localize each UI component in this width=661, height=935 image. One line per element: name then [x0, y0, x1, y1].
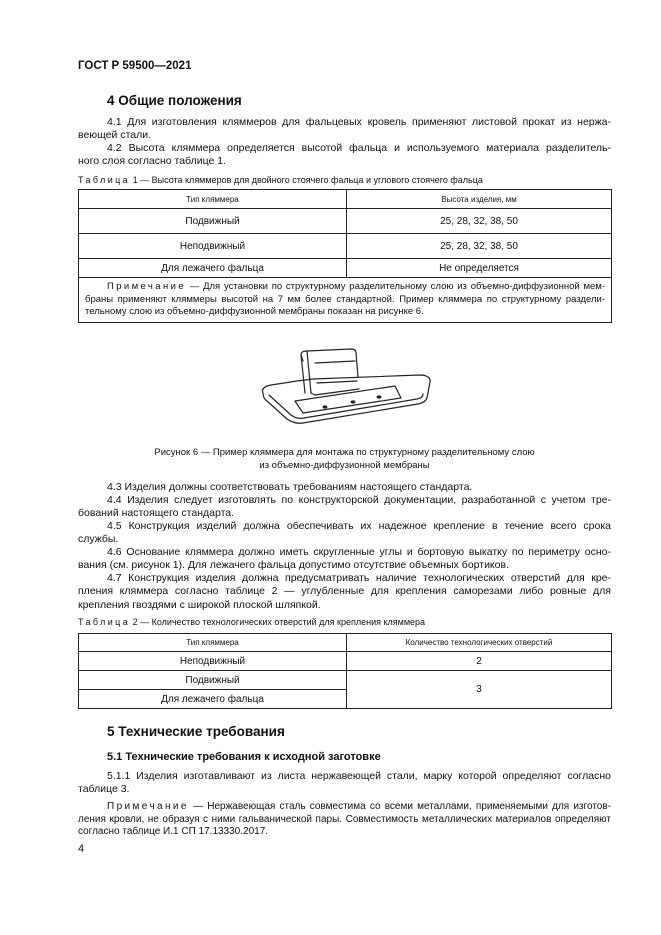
- text-line: 4.1 Для изготовления кляммеров для фальцевых кровель применяют листовой прокат из нержа-: [107, 116, 611, 128]
- text-line: пления кляммера согласно таблице 2 — углубленные для крепления саморезами либо ровные для: [78, 585, 611, 598]
- table-cell: 3: [347, 671, 612, 709]
- section-4-title: 4 Общие положения: [107, 93, 242, 108]
- text-line: веющей стали.: [78, 129, 152, 142]
- paragraph-4-7: [78, 572, 611, 612]
- text-line: 4.3 Изделия должны соответствовать требованиям настоящего стандарта.: [107, 481, 473, 493]
- paragraph-5-1-1: [78, 770, 611, 797]
- table-caption-label: Таблица: [78, 617, 131, 627]
- paragraph-4-2: [78, 142, 611, 169]
- note-text: — Для установки по структурному разделительному слою из объемно-диффузионной мем-: [186, 281, 605, 292]
- text-line: ного слоя согласно таблице 1.: [78, 155, 226, 168]
- figure-6-clip-drawing: [255, 343, 435, 433]
- table-row: [79, 259, 612, 278]
- table-header-cell: Количество технологических отверстий: [347, 634, 612, 652]
- table-cell: Подвижный: [79, 671, 347, 690]
- table-1: [78, 189, 612, 323]
- table-cell: Неподвижный: [79, 234, 347, 259]
- note-text: — Нержавеющая сталь совместима со всеми металлами, применяемыми для изготов-: [188, 801, 611, 812]
- text-line: 4.4 Изделия следует изготовлять по конструкторской документации, разработанной с учетом тре-: [107, 494, 611, 506]
- text-line: [85, 281, 605, 294]
- figure-caption-line: из объемно-диффузионной мембраны: [259, 459, 430, 471]
- text-line: вания (см. рисунок 1). Для лежачего фальца допустимо отсутствие объемных бортиков.: [78, 559, 509, 572]
- note-label: Примечание: [107, 801, 189, 812]
- standard-designation: ГОСТ Р 59500—2021: [78, 60, 192, 72]
- text-line: 4.7 Конструкция изделия должна предусматривать наличие технологических отверстий для кре-: [107, 572, 611, 584]
- table-header-cell: Тип кляммера: [79, 190, 347, 209]
- table-row: [79, 671, 612, 690]
- clip-base-outline: [262, 375, 430, 423]
- subsection-5-1-title: 5.1 Технические требования к исходной заготовке: [107, 751, 381, 763]
- clip-hole: [323, 405, 328, 408]
- table-cell: Неподвижный: [79, 652, 347, 671]
- table-caption-label: Таблица: [78, 175, 131, 185]
- text-line: 5.1.1 Изделия изготавливают из листа нержавеющей стали, марку которой определяют согласно: [107, 770, 611, 782]
- table-2-caption: [78, 617, 425, 627]
- text-line: 4.2 Высота кляммера определяется высотой фальца и используемого материала разделитель-: [107, 142, 611, 154]
- clip-hole: [377, 395, 382, 398]
- text-line: бований настоящего стандарта.: [78, 507, 235, 520]
- text-line: браны применяют кляммеры высотой на 7 мм более стандартной. Пример кляммера по структурному раздели-: [85, 293, 605, 305]
- section-5-title: 5 Технические требования: [107, 724, 285, 739]
- text-line: тельному слою из объемно-диффузионной мембраны показан на рисунке 6.: [85, 306, 424, 317]
- table-cell: 25, 28, 32, 38, 50: [347, 209, 612, 234]
- table-1-caption: [78, 175, 483, 185]
- text-line: службы.: [78, 533, 119, 546]
- section-5-note: [78, 801, 611, 839]
- table-row: [79, 209, 612, 234]
- figure-6-caption: [78, 447, 611, 472]
- table-header-cell: Тип кляммера: [79, 634, 347, 652]
- paragraph-4-5: [78, 520, 611, 547]
- paragraph-4-6: [78, 546, 611, 573]
- paragraph-4-4: [78, 494, 611, 521]
- text-line: согласно таблице И.1 СП 17.13330.2017.: [78, 826, 269, 837]
- figure-caption-line: Рисунок 6 — Пример кляммера для монтажа по структурному разделительному слою: [154, 447, 535, 458]
- note-label: Примечание: [107, 281, 186, 292]
- table-cell: Для лежачего фальца: [79, 690, 347, 709]
- table-cell: Подвижный: [79, 209, 347, 234]
- table-note-row: [79, 278, 612, 323]
- text-line: 4.6 Основание кляммера должно иметь скругленные углы и бортовую выкатку по периметру осно-: [107, 546, 611, 558]
- table-note: [79, 278, 612, 323]
- paragraph-4-1: [78, 116, 611, 143]
- table-header-cell: Высота изделия, мм: [347, 190, 612, 209]
- table-cell: Для лежачего фальца: [79, 259, 347, 278]
- text-line: 4.5 Конструкция изделий должна обеспечивать их надежное крепление в течение всего срока: [107, 520, 611, 532]
- clip-tongue-body: [301, 351, 357, 393]
- table-2: [78, 633, 612, 709]
- text-line: таблице 3.: [78, 783, 130, 796]
- table-caption-text: 1 — Высота кляммеров для двойного стоячего фальца и углового стоячего фальца: [132, 175, 483, 185]
- table-cell: Не определяется: [347, 259, 612, 278]
- table-cell: 25, 28, 32, 38, 50: [347, 234, 612, 259]
- table-row: [79, 652, 612, 671]
- text-line: крепления гвоздями с широкой плоской шляпкой.: [78, 598, 321, 611]
- page-number: 4: [78, 843, 85, 855]
- clip-hole: [351, 400, 356, 403]
- table-row: [79, 234, 612, 259]
- table-caption-text: 2 — Количество технологических отверстий для крепления кляммера: [132, 617, 426, 627]
- text-line: ления кровли, не образуя с ними гальванической пары. Совместимость металлических материалов определяют: [78, 813, 611, 825]
- text-line: [78, 801, 611, 814]
- table-cell: 2: [347, 652, 612, 671]
- paragraph-4-3: [78, 481, 611, 494]
